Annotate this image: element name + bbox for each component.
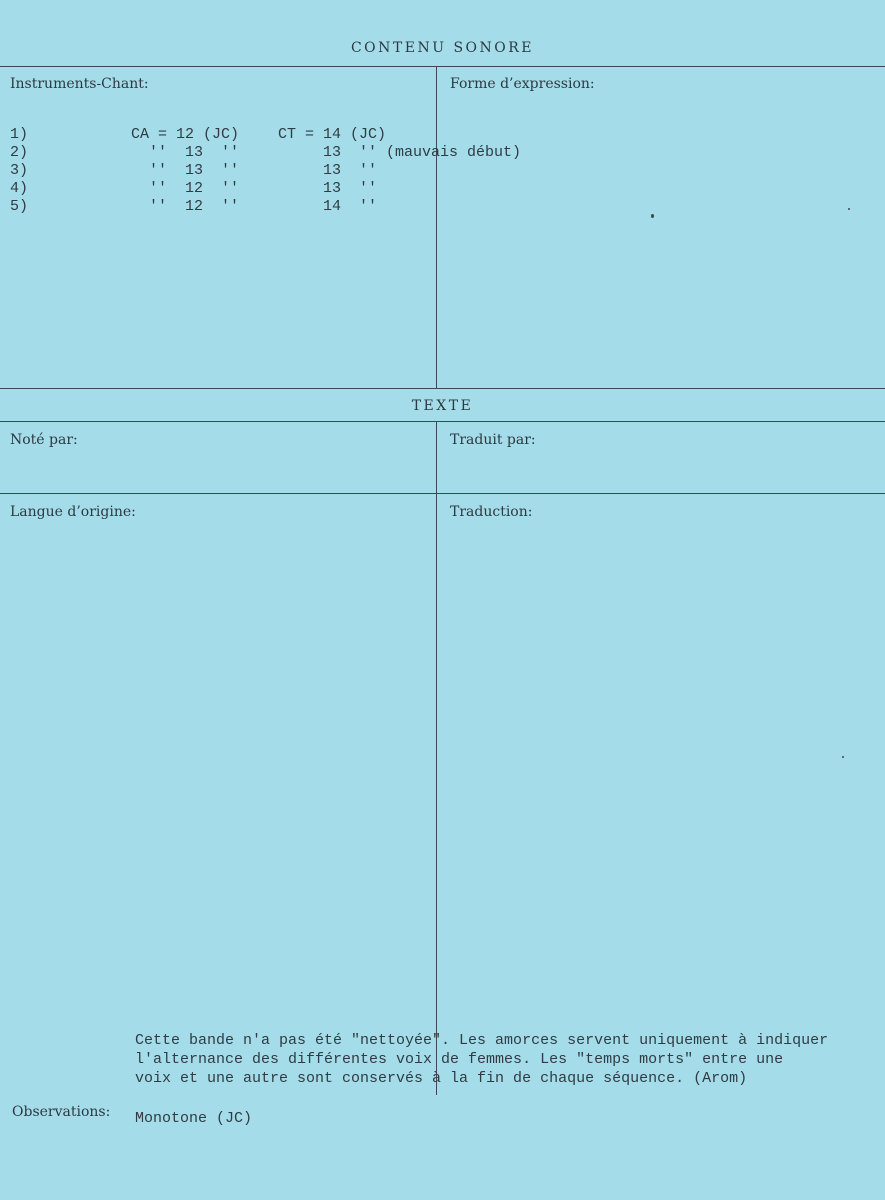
rule-contenu-bottom — [0, 388, 885, 389]
observations-value: Monotone (JC) — [135, 1110, 253, 1127]
instruments-chant-label: Instruments-Chant: — [10, 76, 149, 92]
rule-vertical-top — [436, 66, 437, 388]
observation-note-line-1: Cette bande n'a pas été "nettoyée". Les amorces servent uniquement à indiquer — [135, 1032, 829, 1049]
traduction-label: Traduction: — [450, 504, 533, 520]
rule-note-par-bottom — [0, 493, 885, 494]
rule-texte-title — [0, 421, 885, 422]
speck — [651, 214, 654, 218]
entry-ca-column: CA = 12 (JC) '' 13 '' '' 13 '' '' 12 '' '' 12 '' — [131, 126, 240, 215]
rule-vertical-bottom — [436, 421, 437, 1095]
speck — [842, 756, 844, 758]
forme-expression-label: Forme d’expression: — [450, 76, 595, 92]
contenu-sonore-title: CONTENU SONORE — [350, 40, 535, 56]
langue-origine-label: Langue d’origine: — [10, 504, 136, 520]
speck — [848, 208, 850, 210]
rule-top — [0, 66, 885, 67]
note-par-label: Noté par: — [10, 432, 78, 448]
entry-ct-column: CT = 14 (JC) 13 '' (mauvais début) 13 '' 13 '' 14 '' — [278, 126, 522, 215]
observation-note-line-2: l'alternance des différentes voix de femmes. Les "temps morts" entre une — [135, 1051, 784, 1068]
texte-title: TEXTE — [411, 398, 474, 414]
observation-note-line-3: voix et une autre sont conservés à la fin de chaque séquence. (Arom) — [135, 1070, 748, 1087]
observations-label: Observations: — [12, 1104, 111, 1120]
traduit-par-label: Traduit par: — [450, 432, 536, 448]
entry-numbers: 1) 2) 3) 4) 5) — [10, 126, 29, 215]
